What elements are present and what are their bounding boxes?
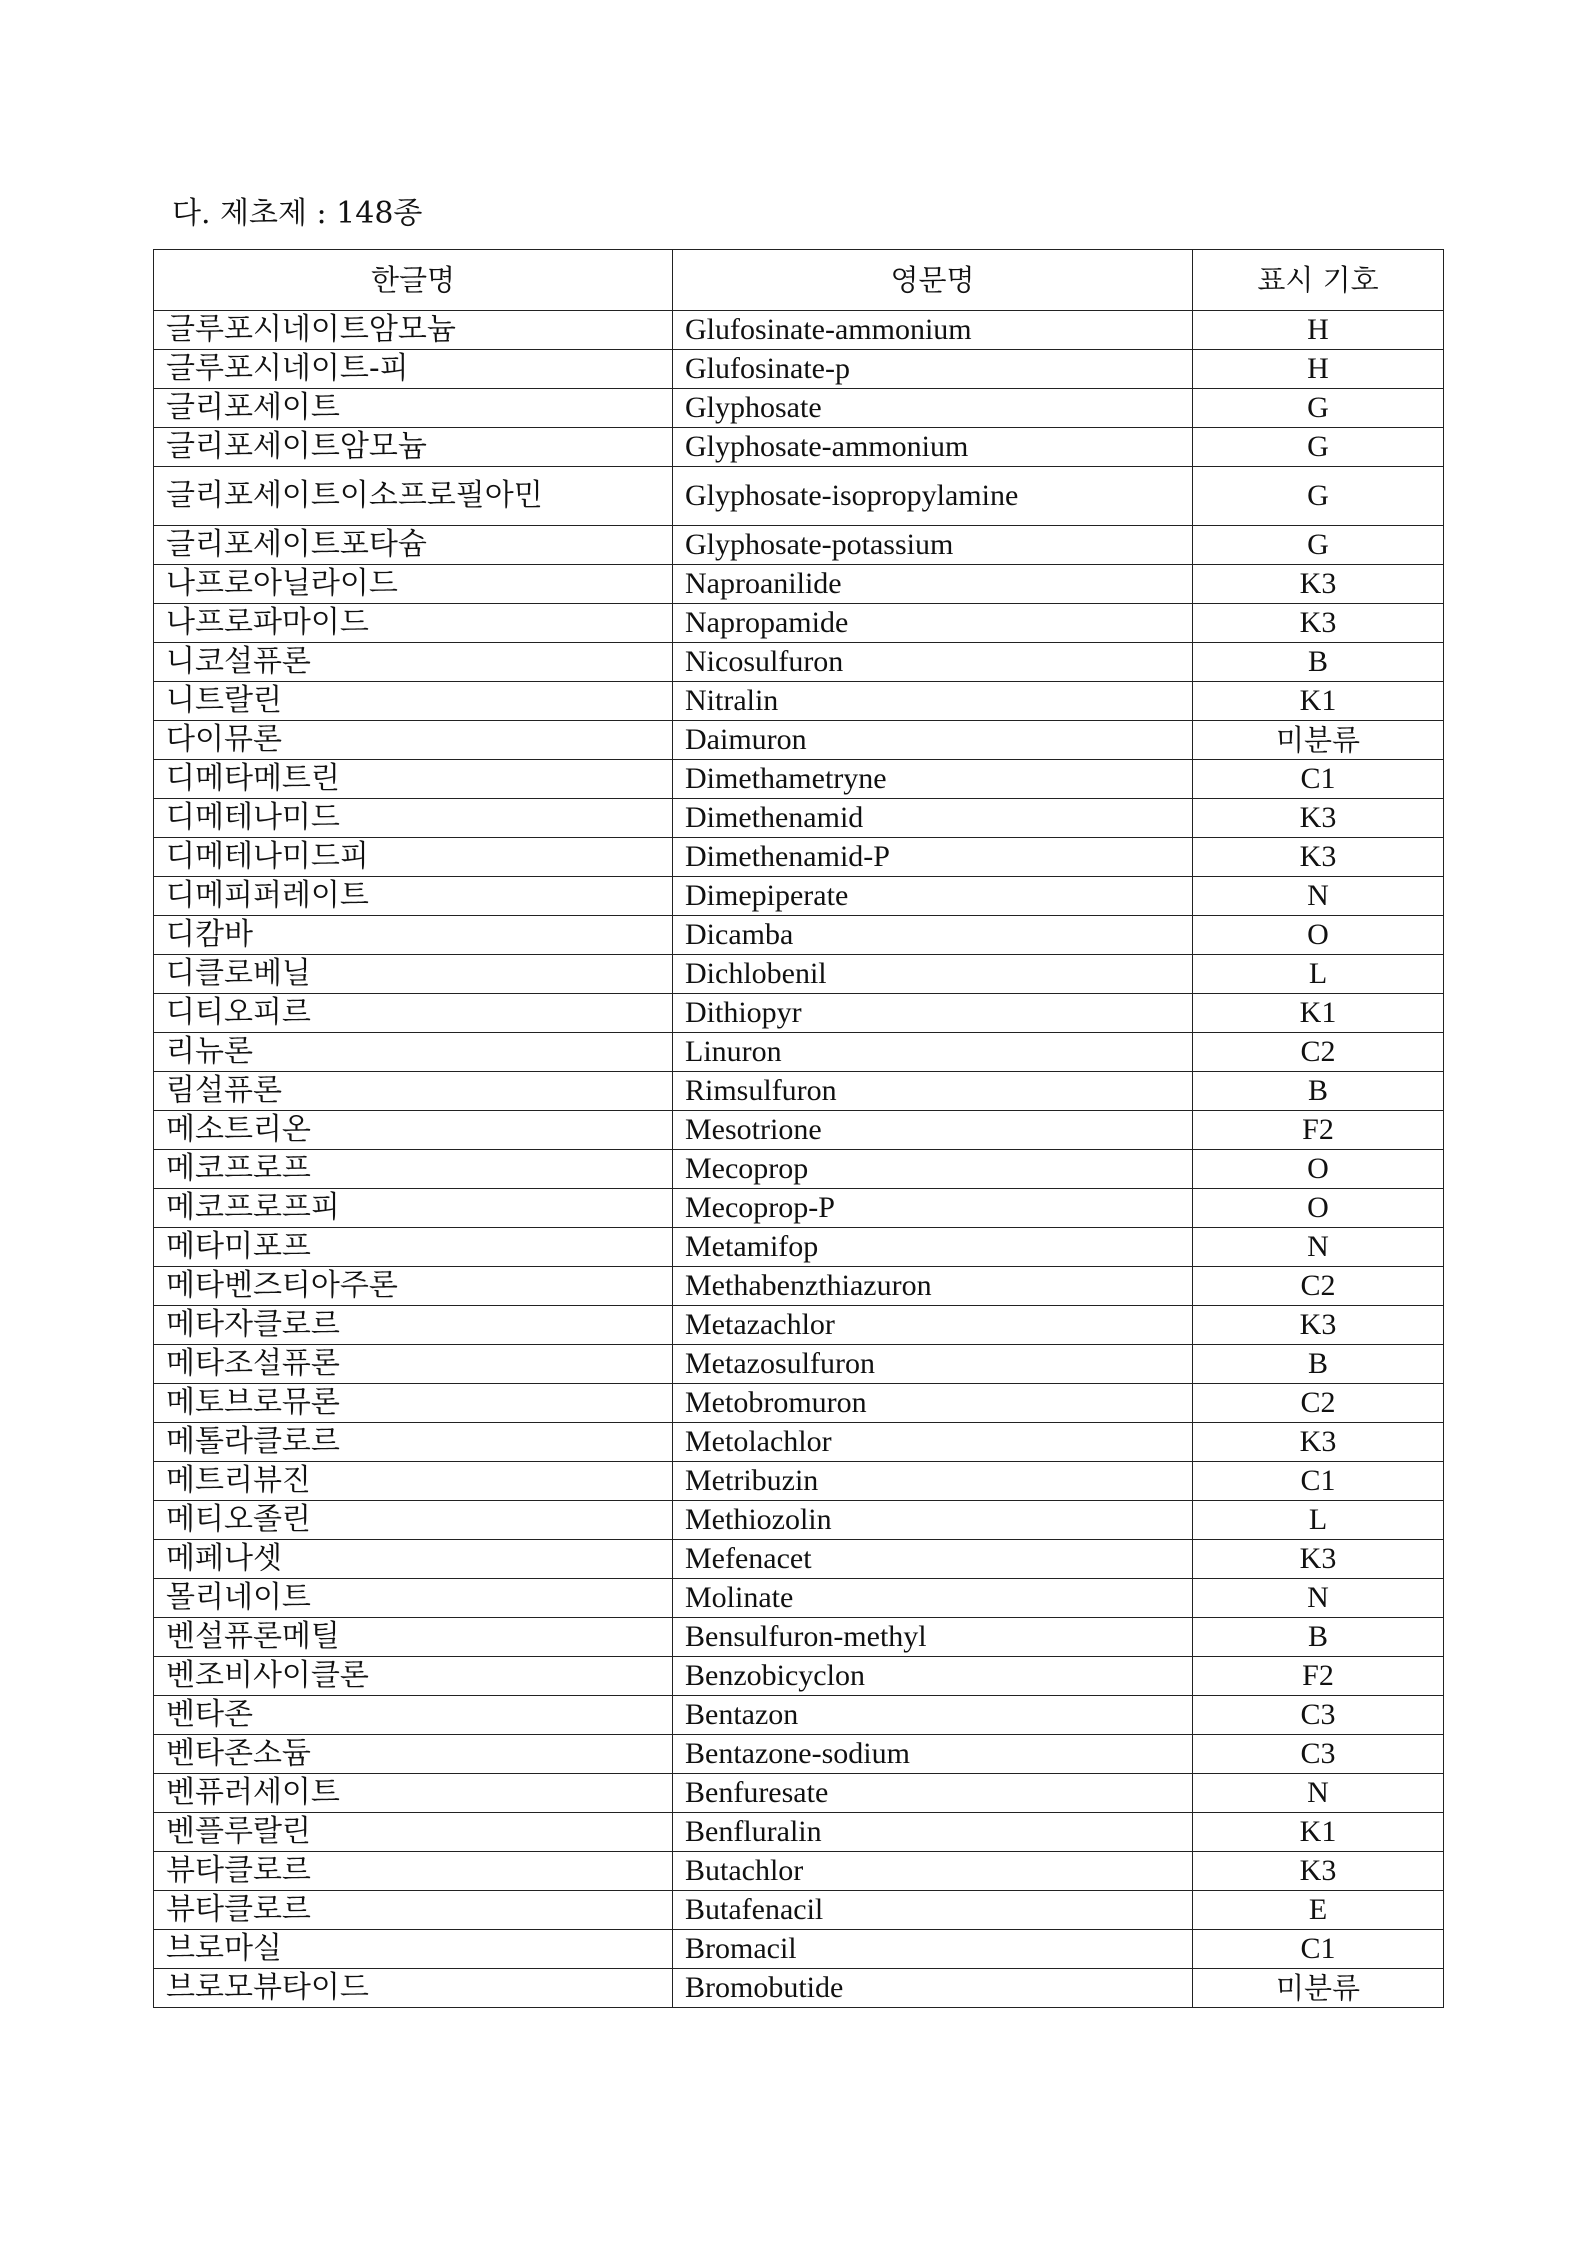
herbicide-table	[153, 249, 1444, 2008]
english-name-cell: Napropamide	[673, 604, 1193, 643]
korean-name-cell: 메타미포프	[154, 1228, 673, 1267]
code-cell: L	[1193, 1501, 1444, 1540]
english-name-cell: Glufosinate-p	[673, 350, 1193, 389]
english-name-cell: Mecoprop	[673, 1150, 1193, 1189]
code-cell: K3	[1193, 799, 1444, 838]
korean-name-cell: 메소트리온	[154, 1111, 673, 1150]
english-name-cell: Metolachlor	[673, 1423, 1193, 1462]
code-cell: C2	[1193, 1267, 1444, 1306]
korean-name-cell: 뷰타클로르	[154, 1891, 673, 1930]
english-name-cell: Linuron	[673, 1033, 1193, 1072]
code-cell: C3	[1193, 1735, 1444, 1774]
table-row	[154, 1150, 1444, 1189]
code-cell: H	[1193, 311, 1444, 350]
code-cell: G	[1193, 428, 1444, 467]
korean-name-cell: 메트리뷰진	[154, 1462, 673, 1501]
table-row	[154, 1189, 1444, 1228]
table-row	[154, 1618, 1444, 1657]
korean-name-cell: 디메타메트린	[154, 760, 673, 799]
code-cell: B	[1193, 1345, 1444, 1384]
table-body	[154, 311, 1444, 2008]
table-row	[154, 1462, 1444, 1501]
korean-name-cell: 글리포세이트암모늄	[154, 428, 673, 467]
english-name-cell: Metazachlor	[673, 1306, 1193, 1345]
table-row	[154, 467, 1444, 526]
english-name-cell: Dithiopyr	[673, 994, 1193, 1033]
table-row	[154, 1891, 1444, 1930]
table-row	[154, 1423, 1444, 1462]
korean-name-cell: 메타자클로르	[154, 1306, 673, 1345]
table-row	[154, 643, 1444, 682]
table-row	[154, 877, 1444, 916]
code-cell: C2	[1193, 1384, 1444, 1423]
code-cell: F2	[1193, 1657, 1444, 1696]
code-cell: O	[1193, 1150, 1444, 1189]
english-name-cell: Benfluralin	[673, 1813, 1193, 1852]
korean-name-cell: 니코설퓨론	[154, 643, 673, 682]
code-cell: H	[1193, 350, 1444, 389]
english-name-cell: Dimethenamid-P	[673, 838, 1193, 877]
code-cell: B	[1193, 1072, 1444, 1111]
korean-name-cell: 벤설퓨론메틸	[154, 1618, 673, 1657]
english-name-cell: Benzobicyclon	[673, 1657, 1193, 1696]
korean-name-cell: 디메테나미드	[154, 799, 673, 838]
english-name-cell: Nicosulfuron	[673, 643, 1193, 682]
english-name-cell: Mesotrione	[673, 1111, 1193, 1150]
korean-name-cell: 벤퓨러세이트	[154, 1774, 673, 1813]
english-name-cell: Methabenzthiazuron	[673, 1267, 1193, 1306]
korean-name-cell: 벤타존	[154, 1696, 673, 1735]
korean-name-cell: 메타벤즈티아주론	[154, 1267, 673, 1306]
column-header-korean-name: 한글명	[154, 250, 673, 311]
code-cell: O	[1193, 916, 1444, 955]
code-cell: K3	[1193, 565, 1444, 604]
english-name-cell: Dimepiperate	[673, 877, 1193, 916]
code-cell: E	[1193, 1891, 1444, 1930]
korean-name-cell: 나프로파마이드	[154, 604, 673, 643]
table-row	[154, 955, 1444, 994]
english-name-cell: Glyphosate-ammonium	[673, 428, 1193, 467]
korean-name-cell: 글리포세이트	[154, 389, 673, 428]
korean-name-cell: 벤타존소듐	[154, 1735, 673, 1774]
english-name-cell: Bentazone-sodium	[673, 1735, 1193, 1774]
code-cell: K3	[1193, 838, 1444, 877]
table-row	[154, 1735, 1444, 1774]
code-cell: B	[1193, 643, 1444, 682]
table-row	[154, 604, 1444, 643]
korean-name-cell: 디티오피르	[154, 994, 673, 1033]
korean-name-cell: 다이뮤론	[154, 721, 673, 760]
korean-name-cell: 브로모뷰타이드	[154, 1969, 673, 2008]
english-name-cell: Mefenacet	[673, 1540, 1193, 1579]
table-row	[154, 1969, 1444, 2008]
table-row	[154, 1774, 1444, 1813]
code-cell: K3	[1193, 604, 1444, 643]
table-row	[154, 760, 1444, 799]
korean-name-cell: 메코프로프	[154, 1150, 673, 1189]
code-cell: O	[1193, 1189, 1444, 1228]
table-row	[154, 1345, 1444, 1384]
table-header-row	[154, 250, 1444, 311]
table-row	[154, 1696, 1444, 1735]
column-header-english-name: 영문명	[673, 250, 1193, 311]
table-row	[154, 1267, 1444, 1306]
section-heading: 다. 제초제 : 148종	[172, 196, 423, 231]
english-name-cell: Dimethenamid	[673, 799, 1193, 838]
korean-name-cell: 나프로아닐라이드	[154, 565, 673, 604]
english-name-cell: Dichlobenil	[673, 955, 1193, 994]
code-cell: K3	[1193, 1423, 1444, 1462]
english-name-cell: Glyphosate-potassium	[673, 526, 1193, 565]
code-cell: 미분류	[1193, 721, 1444, 760]
korean-name-cell: 메톨라클로르	[154, 1423, 673, 1462]
table-row	[154, 311, 1444, 350]
korean-name-cell: 니트랄린	[154, 682, 673, 721]
english-name-cell: Bromobutide	[673, 1969, 1193, 2008]
code-cell: N	[1193, 877, 1444, 916]
table-row	[154, 1072, 1444, 1111]
korean-name-cell: 뷰타클로르	[154, 1852, 673, 1891]
english-name-cell: Dimethametryne	[673, 760, 1193, 799]
code-cell: C1	[1193, 1462, 1444, 1501]
korean-name-cell: 디클로베닐	[154, 955, 673, 994]
code-cell: C1	[1193, 1930, 1444, 1969]
english-name-cell: Bensulfuron-methyl	[673, 1618, 1193, 1657]
korean-name-cell: 글리포세이트이소프로필아민	[154, 467, 673, 526]
korean-name-cell: 메코프로프피	[154, 1189, 673, 1228]
english-name-cell: Molinate	[673, 1579, 1193, 1618]
english-name-cell: Daimuron	[673, 721, 1193, 760]
korean-name-cell: 몰리네이트	[154, 1579, 673, 1618]
table-row	[154, 1033, 1444, 1072]
code-cell: L	[1193, 955, 1444, 994]
english-name-cell: Glyphosate-isopropylamine	[673, 467, 1193, 526]
table-row	[154, 1930, 1444, 1969]
code-cell: C3	[1193, 1696, 1444, 1735]
table-row	[154, 1306, 1444, 1345]
table-row	[154, 526, 1444, 565]
korean-name-cell: 리뉴론	[154, 1033, 673, 1072]
code-cell: K3	[1193, 1852, 1444, 1891]
korean-name-cell: 벤플루랄린	[154, 1813, 673, 1852]
table-row	[154, 1540, 1444, 1579]
code-cell: F2	[1193, 1111, 1444, 1150]
table-row	[154, 1579, 1444, 1618]
column-header-code: 표시 기호	[1193, 250, 1444, 311]
table-row	[154, 1813, 1444, 1852]
english-name-cell: Butafenacil	[673, 1891, 1193, 1930]
code-cell: K1	[1193, 994, 1444, 1033]
table-row	[154, 682, 1444, 721]
korean-name-cell: 메티오졸린	[154, 1501, 673, 1540]
english-name-cell: Methiozolin	[673, 1501, 1193, 1540]
korean-name-cell: 글루포시네이트암모늄	[154, 311, 673, 350]
table-row	[154, 1657, 1444, 1696]
code-cell: N	[1193, 1579, 1444, 1618]
table-row	[154, 1111, 1444, 1150]
code-cell: C1	[1193, 760, 1444, 799]
table-row	[154, 838, 1444, 877]
english-name-cell: Nitralin	[673, 682, 1193, 721]
english-name-cell: Bromacil	[673, 1930, 1193, 1969]
table-row	[154, 389, 1444, 428]
korean-name-cell: 브로마실	[154, 1930, 673, 1969]
table-row	[154, 799, 1444, 838]
table-row	[154, 428, 1444, 467]
table-row	[154, 721, 1444, 760]
code-cell: N	[1193, 1228, 1444, 1267]
code-cell: G	[1193, 389, 1444, 428]
english-name-cell: Glyphosate	[673, 389, 1193, 428]
table-row	[154, 1852, 1444, 1891]
table-row	[154, 1228, 1444, 1267]
korean-name-cell: 디메피퍼레이트	[154, 877, 673, 916]
korean-name-cell: 메토브로뮤론	[154, 1384, 673, 1423]
english-name-cell: Naproanilide	[673, 565, 1193, 604]
table-row	[154, 994, 1444, 1033]
korean-name-cell: 글루포시네이트-피	[154, 350, 673, 389]
english-name-cell: Bentazon	[673, 1696, 1193, 1735]
english-name-cell: Butachlor	[673, 1852, 1193, 1891]
code-cell: K3	[1193, 1306, 1444, 1345]
code-cell: N	[1193, 1774, 1444, 1813]
korean-name-cell: 림설퓨론	[154, 1072, 673, 1111]
code-cell: K1	[1193, 682, 1444, 721]
table-row	[154, 565, 1444, 604]
korean-name-cell: 메타조설퓨론	[154, 1345, 673, 1384]
korean-name-cell: 디캄바	[154, 916, 673, 955]
korean-name-cell: 벤조비사이클론	[154, 1657, 673, 1696]
table-row	[154, 350, 1444, 389]
english-name-cell: Dicamba	[673, 916, 1193, 955]
english-name-cell: Benfuresate	[673, 1774, 1193, 1813]
english-name-cell: Metamifop	[673, 1228, 1193, 1267]
code-cell: C2	[1193, 1033, 1444, 1072]
english-name-cell: Rimsulfuron	[673, 1072, 1193, 1111]
korean-name-cell: 디메테나미드피	[154, 838, 673, 877]
table-row	[154, 916, 1444, 955]
english-name-cell: Metribuzin	[673, 1462, 1193, 1501]
english-name-cell: Metazosulfuron	[673, 1345, 1193, 1384]
english-name-cell: Mecoprop-P	[673, 1189, 1193, 1228]
korean-name-cell: 글리포세이트포타슘	[154, 526, 673, 565]
code-cell: K3	[1193, 1540, 1444, 1579]
korean-name-cell: 메페나셋	[154, 1540, 673, 1579]
code-cell: G	[1193, 467, 1444, 526]
code-cell: B	[1193, 1618, 1444, 1657]
code-cell: G	[1193, 526, 1444, 565]
table-row	[154, 1501, 1444, 1540]
code-cell: K1	[1193, 1813, 1444, 1852]
code-cell: 미분류	[1193, 1969, 1444, 2008]
english-name-cell: Glufosinate-ammonium	[673, 311, 1193, 350]
table-row	[154, 1384, 1444, 1423]
english-name-cell: Metobromuron	[673, 1384, 1193, 1423]
